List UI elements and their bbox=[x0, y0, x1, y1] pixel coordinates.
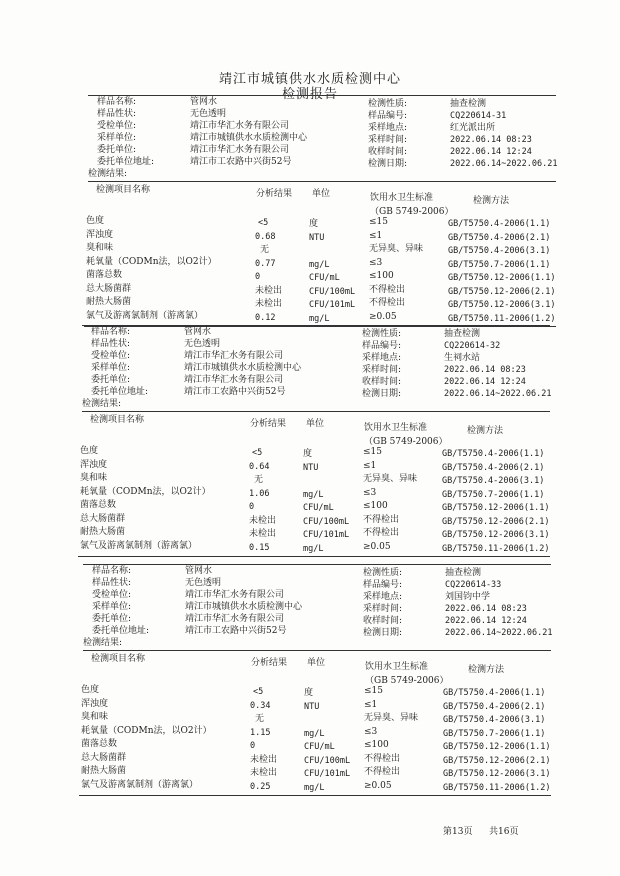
cell-standard: 不得检出 bbox=[369, 298, 406, 308]
cell-method: GB/T5750.4-2006(3.1) bbox=[448, 246, 551, 256]
value-entrusted-unit: 靖江市华汇水务有限公司 bbox=[185, 590, 285, 600]
cell-standard: ≤1 bbox=[364, 699, 378, 710]
cell-standard: 不得检出 bbox=[363, 528, 400, 538]
label-sample-no: 样品编号: bbox=[368, 111, 408, 121]
rule-line bbox=[83, 564, 551, 565]
rule-line bbox=[83, 650, 551, 651]
cell-result: 未检出 bbox=[250, 768, 278, 778]
cell-method: GB/T5750.4-2006(1.1) bbox=[448, 219, 551, 229]
value-sample-name: 管网水 bbox=[190, 97, 218, 107]
cell-method: GB/T5750.4-2006(2.1) bbox=[443, 701, 546, 712]
cell-result: 未检出 bbox=[249, 529, 277, 539]
cell-method: GB/T5750.4-2006(2.1) bbox=[448, 232, 551, 243]
cell-standard: ≤1 bbox=[363, 460, 377, 471]
label-client-address: 委托单位地址: bbox=[92, 626, 150, 636]
col-method: 检测方法 bbox=[468, 665, 505, 675]
label-sampling-time: 采样时间: bbox=[362, 365, 402, 375]
cell-method: GB/T5750.7-2006(1.1) bbox=[443, 728, 546, 739]
cell-unit: CFU/100mL bbox=[309, 286, 356, 297]
col-standard-sub: （GB 5749-2006） bbox=[364, 437, 448, 447]
rule-line bbox=[82, 411, 550, 412]
label-test-nature: 检测性质: bbox=[362, 329, 402, 339]
cell-standard: ≤3 bbox=[364, 726, 378, 737]
cell-unit: CFU/101mL bbox=[303, 530, 350, 540]
cell-standard: ≤1 bbox=[369, 230, 383, 241]
value-client: 靖江市华汇水务有限公司 bbox=[184, 375, 284, 385]
cell-unit: mg/L bbox=[309, 259, 330, 270]
label-receive-time: 收样时间: bbox=[362, 377, 402, 387]
label-sample-nature: 样品性状: bbox=[92, 578, 132, 588]
cell-result: 0.68 bbox=[255, 231, 276, 242]
cell-standard: ≤15 bbox=[364, 686, 383, 696]
cell-result: 1.06 bbox=[249, 488, 270, 499]
cell-result: <5 bbox=[253, 687, 264, 697]
label-sample-nature: 样品性状: bbox=[97, 109, 137, 119]
value-sampling-unit: 靖江市城镇供水水质检测中心 bbox=[190, 133, 308, 143]
cell-result: 0 bbox=[249, 502, 255, 512]
cell-method: GB/T5750.12-2006(2.1) bbox=[442, 516, 550, 527]
value-sampling-site: 红光派出所 bbox=[450, 123, 496, 133]
cell-item: 菌落总数 bbox=[81, 739, 118, 749]
cell-result: <5 bbox=[258, 218, 269, 228]
label-client: 委托单位: bbox=[92, 614, 132, 624]
cell-unit: mg/L bbox=[309, 313, 330, 324]
cell-unit: CFU/mL bbox=[309, 273, 340, 283]
label-sampling-site: 采样地点: bbox=[368, 123, 408, 133]
cell-standard: ≤3 bbox=[369, 257, 383, 268]
cell-unit: CFU/101mL bbox=[304, 769, 351, 779]
cell-result: 未检出 bbox=[250, 754, 278, 765]
label-test-result: 检测结果: bbox=[82, 399, 122, 409]
cell-result: 0.15 bbox=[249, 542, 270, 553]
cell-item: 色度 bbox=[80, 446, 99, 456]
cell-result: 1.15 bbox=[250, 727, 271, 738]
cell-method: GB/T5750.4-2006(1.1) bbox=[442, 449, 545, 459]
cell-standard: ≤100 bbox=[363, 501, 388, 511]
value-sample-no: CQ220614-33 bbox=[445, 580, 502, 590]
col-standard-sub: （GB 5749-2006） bbox=[365, 676, 449, 686]
cell-unit: 度 bbox=[303, 449, 313, 459]
cell-standard: ≤3 bbox=[363, 487, 377, 498]
cell-unit: NTU bbox=[309, 232, 325, 243]
cell-item: 氯气及游离氯制剂（游离氯） bbox=[80, 540, 198, 551]
page-number: 第13页 bbox=[443, 827, 473, 837]
value-receive-time: 2022.06.14 12:24 bbox=[445, 616, 527, 626]
value-sampling-unit: 靖江市城镇供水水质检测中心 bbox=[185, 602, 303, 612]
cell-item: 色度 bbox=[81, 685, 100, 695]
cell-method: GB/T5750.12-2006(1.1) bbox=[443, 742, 551, 752]
rule-line bbox=[78, 556, 550, 557]
label-sampling-site: 采样地点: bbox=[363, 592, 403, 602]
cell-unit: CFU/mL bbox=[304, 742, 335, 752]
cell-unit: mg/L bbox=[304, 728, 325, 739]
report-title: 检测报告 bbox=[281, 87, 338, 102]
label-sampling-unit: 采样单位: bbox=[92, 602, 132, 612]
value-sample-name: 管网水 bbox=[184, 327, 212, 337]
label-sample-no: 样品编号: bbox=[363, 580, 403, 590]
label-sample-nature: 样品性状: bbox=[91, 339, 131, 349]
cell-unit: CFU/100mL bbox=[303, 516, 350, 527]
label-sample-no: 样品编号: bbox=[362, 341, 402, 351]
value-client-address: 靖江市工农路中兴街52号 bbox=[190, 157, 292, 167]
cell-item: 耗氧量（CODMn法，以O2计） bbox=[80, 486, 211, 497]
cell-unit: mg/L bbox=[303, 543, 324, 554]
value-sampling-time: 2022.06.14 08:23 bbox=[450, 135, 532, 145]
value-sample-nature: 无色透明 bbox=[190, 109, 227, 119]
col-item: 检测项目名称 bbox=[91, 654, 146, 664]
col-unit: 单位 bbox=[307, 658, 326, 668]
label-test-date: 检测日期: bbox=[363, 628, 403, 638]
value-entrusted-unit: 靖江市华汇水务有限公司 bbox=[184, 351, 284, 361]
value-receive-time: 2022.06.14 12:24 bbox=[450, 147, 532, 157]
label-test-result: 检测结果: bbox=[88, 169, 128, 179]
col-item: 检测项目名称 bbox=[96, 185, 151, 195]
label-test-nature: 检测性质: bbox=[368, 99, 408, 109]
value-client-address: 靖江市工农路中兴街52号 bbox=[185, 626, 287, 636]
cell-standard: 无异臭、异味 bbox=[369, 244, 424, 254]
cell-standard: ≤15 bbox=[369, 217, 388, 227]
cell-result: 0.77 bbox=[255, 258, 276, 269]
cell-method: GB/T5750.4-2006(3.1) bbox=[442, 476, 545, 486]
label-entrusted-unit: 受检单位: bbox=[91, 351, 131, 361]
cell-item: 菌落总数 bbox=[86, 270, 123, 280]
cell-item: 浑浊度 bbox=[80, 459, 108, 470]
label-sampling-unit: 采样单位: bbox=[97, 133, 137, 143]
label-sample-name: 样品名称: bbox=[91, 327, 131, 337]
col-standard: 饮用水卫生标准 bbox=[370, 193, 434, 203]
rule-line bbox=[88, 95, 556, 96]
value-entrusted-unit: 靖江市华汇水务有限公司 bbox=[190, 121, 290, 131]
value-sample-no: CQ220614-32 bbox=[444, 341, 501, 351]
cell-result: 未检出 bbox=[255, 299, 283, 309]
cell-unit: NTU bbox=[304, 701, 320, 712]
cell-result: 未检出 bbox=[249, 515, 277, 526]
label-test-date: 检测日期: bbox=[362, 389, 402, 399]
cell-method: GB/T5750.11-2006(1.2) bbox=[442, 543, 550, 554]
label-sampling-unit: 采样单位: bbox=[91, 363, 131, 373]
cell-unit: CFU/100mL bbox=[304, 755, 351, 766]
cell-unit: CFU/mL bbox=[303, 503, 334, 513]
cell-result: <5 bbox=[252, 448, 263, 458]
cell-unit: NTU bbox=[303, 462, 319, 473]
value-client: 靖江市华汇水务有限公司 bbox=[190, 145, 290, 155]
col-result: 分析结果 bbox=[256, 189, 293, 199]
col-standard: 饮用水卫生标准 bbox=[365, 662, 429, 672]
col-result: 分析结果 bbox=[250, 419, 287, 429]
cell-standard: 不得检出 bbox=[369, 284, 406, 295]
label-sample-name: 样品名称: bbox=[97, 97, 137, 107]
label-test-result: 检测结果: bbox=[83, 638, 123, 648]
value-test-nature: 抽查检测 bbox=[444, 329, 481, 339]
cell-standard: ≥0.05 bbox=[364, 780, 392, 791]
cell-item: 氯气及游离氯制剂（游离氯） bbox=[81, 779, 199, 790]
cell-method: GB/T5750.4-2006(1.1) bbox=[443, 688, 546, 698]
cell-standard: ≤100 bbox=[369, 271, 394, 281]
col-result: 分析结果 bbox=[251, 658, 288, 668]
value-test-nature: 抽查检测 bbox=[450, 99, 487, 109]
cell-unit: 度 bbox=[309, 219, 319, 229]
cell-standard: 无异臭、异味 bbox=[363, 474, 418, 484]
label-sampling-time: 采样时间: bbox=[363, 604, 403, 614]
cell-result: 未检出 bbox=[255, 285, 283, 296]
label-test-nature: 检测性质: bbox=[363, 568, 403, 578]
cell-method: GB/T5750.4-2006(2.1) bbox=[442, 462, 545, 473]
cell-item: 耐热大肠菌 bbox=[81, 766, 127, 776]
cell-method: GB/T5750.12-2006(3.1) bbox=[442, 530, 550, 540]
cell-unit: mg/L bbox=[303, 489, 324, 500]
col-method: 检测方法 bbox=[467, 426, 504, 436]
value-test-date: 2022.06.14~2022.06.21 bbox=[444, 389, 552, 399]
cell-standard: 无异臭、异味 bbox=[364, 713, 419, 723]
value-receive-time: 2022.06.14 12:24 bbox=[444, 377, 526, 387]
value-test-date: 2022.06.14~2022.06.21 bbox=[445, 628, 553, 638]
cell-result: 0.64 bbox=[249, 461, 270, 472]
label-client: 委托单位: bbox=[91, 375, 131, 385]
cell-method: GB/T5750.12-2006(1.1) bbox=[442, 503, 550, 513]
cell-result: 0.34 bbox=[250, 700, 271, 711]
label-test-date: 检测日期: bbox=[368, 159, 408, 169]
cell-result: 0 bbox=[255, 272, 261, 282]
col-standard-sub: （GB 5749-2006） bbox=[370, 207, 454, 217]
rule-line bbox=[84, 326, 556, 327]
value-sampling-site: 刘国钧中学 bbox=[445, 592, 491, 602]
cell-standard: 不得检出 bbox=[363, 514, 400, 525]
value-sampling-time: 2022.06.14 08:23 bbox=[445, 604, 527, 614]
cell-result: 0 bbox=[250, 741, 256, 751]
col-method: 检测方法 bbox=[473, 196, 510, 206]
label-sampling-time: 采样时间: bbox=[368, 135, 408, 145]
cell-standard: ≤100 bbox=[364, 740, 389, 750]
cell-item: 总大肠菌群 bbox=[81, 752, 127, 763]
cell-method: GB/T5750.12-2006(3.1) bbox=[448, 300, 556, 310]
cell-standard: 不得检出 bbox=[364, 753, 401, 764]
cell-standard: ≥0.05 bbox=[363, 541, 391, 552]
cell-unit: CFU/101mL bbox=[309, 300, 356, 310]
value-test-nature: 抽查检测 bbox=[445, 568, 482, 578]
value-client: 靖江市华汇水务有限公司 bbox=[185, 614, 285, 624]
col-unit: 单位 bbox=[306, 419, 325, 429]
cell-method: GB/T5750.12-2006(2.1) bbox=[443, 755, 551, 766]
page-total: 共16页 bbox=[489, 827, 519, 837]
cell-item: 浑浊度 bbox=[81, 698, 109, 709]
label-receive-time: 收样时间: bbox=[368, 147, 408, 157]
label-client-address: 委托单位地址: bbox=[97, 157, 155, 167]
cell-method: GB/T5750.11-2006(1.2) bbox=[443, 782, 551, 793]
label-sample-name: 样品名称: bbox=[92, 566, 132, 576]
cell-result: 0.12 bbox=[255, 312, 276, 323]
value-sample-nature: 无色透明 bbox=[185, 578, 222, 588]
org-title: 靖江市城镇供水水质检测中心 bbox=[218, 72, 401, 87]
cell-method: GB/T5750.12-2006(1.1) bbox=[448, 273, 556, 283]
label-entrusted-unit: 受检单位: bbox=[92, 590, 132, 600]
cell-item: 臭和味 bbox=[81, 712, 109, 722]
cell-item: 耗氧量（CODMn法，以O2计） bbox=[86, 256, 217, 267]
col-item: 检测项目名称 bbox=[90, 415, 145, 425]
cell-standard: ≤15 bbox=[363, 447, 382, 457]
cell-method: GB/T5750.7-2006(1.1) bbox=[448, 259, 551, 270]
cell-result: 无 bbox=[254, 475, 264, 485]
cell-item: 耗氧量（CODMn法，以O2计） bbox=[81, 725, 212, 736]
col-unit: 单位 bbox=[312, 189, 331, 199]
cell-method: GB/T5750.4-2006(3.1) bbox=[443, 715, 546, 725]
cell-item: 耐热大肠菌 bbox=[86, 297, 132, 307]
cell-item: 臭和味 bbox=[86, 243, 114, 253]
col-standard: 饮用水卫生标准 bbox=[364, 423, 428, 433]
cell-item: 耐热大肠菌 bbox=[80, 527, 126, 537]
value-sample-no: CQ220614-31 bbox=[450, 111, 507, 121]
cell-item: 浑浊度 bbox=[86, 229, 114, 240]
cell-item: 总大肠菌群 bbox=[80, 513, 126, 524]
cell-method: GB/T5750.11-2006(1.2) bbox=[448, 313, 556, 324]
cell-method: GB/T5750.12-2006(2.1) bbox=[448, 286, 556, 297]
cell-result: 无 bbox=[260, 245, 270, 255]
cell-unit: 度 bbox=[304, 688, 314, 698]
value-sample-nature: 无色透明 bbox=[184, 339, 221, 349]
cell-item: 菌落总数 bbox=[80, 500, 117, 510]
value-sample-name: 管网水 bbox=[185, 566, 213, 576]
rule-line bbox=[79, 795, 551, 796]
value-client-address: 靖江市工农路中兴街52号 bbox=[184, 387, 286, 397]
label-client-address: 委托单位地址: bbox=[91, 387, 149, 397]
cell-item: 氯气及游离氯制剂（游离氯） bbox=[86, 310, 204, 321]
value-sampling-site: 生祠水站 bbox=[444, 353, 481, 363]
label-client: 委托单位: bbox=[97, 145, 137, 155]
value-sampling-time: 2022.06.14 08:23 bbox=[444, 365, 526, 375]
label-receive-time: 收样时间: bbox=[363, 616, 403, 626]
cell-item: 总大肠菌群 bbox=[86, 283, 132, 294]
cell-unit: mg/L bbox=[304, 782, 325, 793]
cell-method: GB/T5750.12-2006(3.1) bbox=[443, 769, 551, 779]
cell-result: 0.25 bbox=[250, 781, 271, 792]
value-sampling-unit: 靖江市城镇供水水质检测中心 bbox=[184, 363, 302, 373]
cell-standard: 不得检出 bbox=[364, 767, 401, 777]
cell-item: 色度 bbox=[86, 216, 105, 226]
rule-line bbox=[82, 325, 550, 326]
label-sampling-site: 采样地点: bbox=[362, 353, 402, 363]
label-entrusted-unit: 受检单位: bbox=[97, 121, 137, 131]
cell-method: GB/T5750.7-2006(1.1) bbox=[442, 489, 545, 500]
rule-line bbox=[88, 181, 556, 182]
cell-item: 臭和味 bbox=[80, 473, 108, 483]
value-test-date: 2022.06.14~2022.06.21 bbox=[450, 159, 558, 169]
cell-result: 无 bbox=[255, 714, 265, 724]
cell-standard: ≥0.05 bbox=[369, 311, 397, 322]
